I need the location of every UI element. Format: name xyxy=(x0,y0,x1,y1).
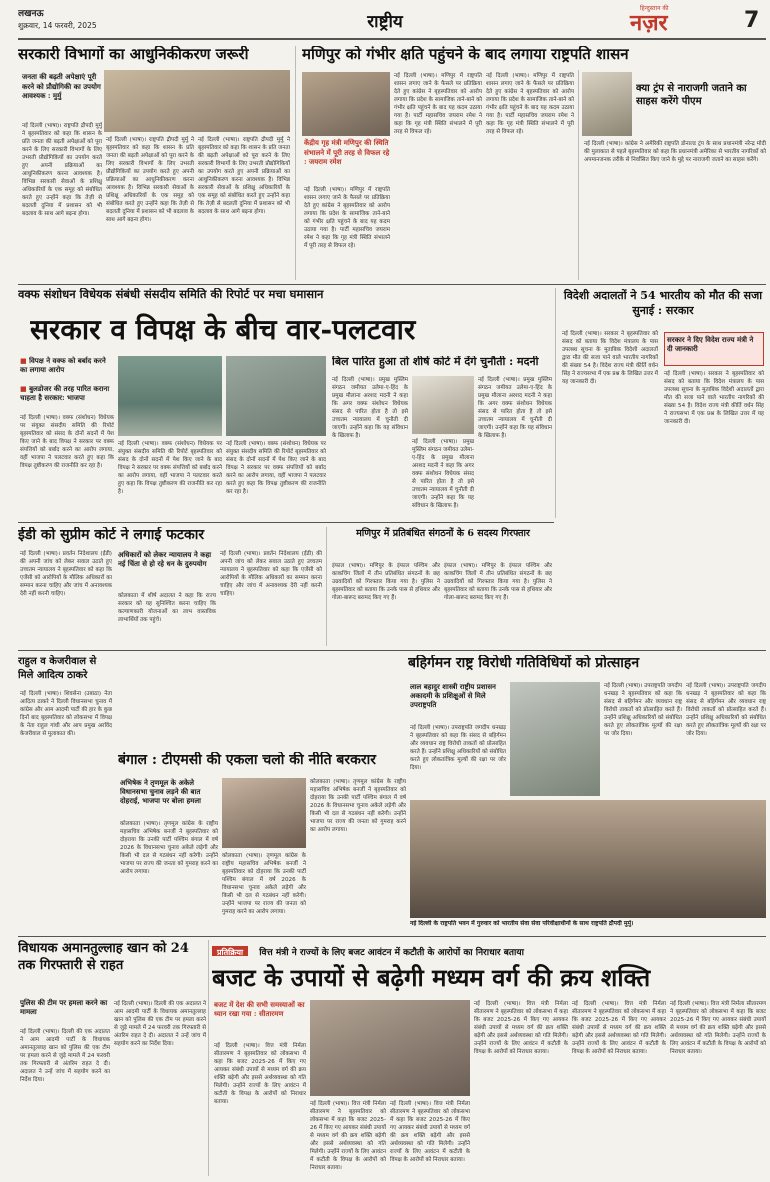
parliament-photo-2 xyxy=(226,356,326,436)
story10-body: नई दिल्ली (भाषा)। दिल्ली की एक अदालत ने आम आदमी पार्टी के विधायक अमानतुल्लाह खान को पुलिस की एक टीम पर हमला करने से जुड़े मामले में 24 फरवरी तक गिरफ्तारी से अंतरिम राहत दे दी। अदालत ने उन्हें जांच में सहयोग करने का निर्देश दिया। xyxy=(20,1029,110,1083)
brand-name: नज़र xyxy=(630,10,668,36)
story11-body: नई दिल्ली (भाषा)। वित्त मंत्री निर्मला सीतारमण ने बृहस्पतिवार को लोकसभा में कहा कि बजट 2025-26 में किए गए आयकर संबंधी उपायों से मध्यम वर्ग की क्रय शक्ति बढ़ेगी और इससे अर्थव्यवस्था को गति मिलेगी। उन्होंने राज्यों के लिए आवंटन में कटौती के विपक्ष के आरोपों को निराधार बताया। xyxy=(214,1043,306,1105)
story1-subhead: जनता की बढ़ती अपेक्षाएं पूरी करने को प्रौद्योगिकी का उपयोग आवश्यक : मुर्मु xyxy=(22,72,101,100)
section-rule xyxy=(18,522,554,523)
story8-headline: राहुल व केजरीवाल से मिले आदित्य ठाकरे xyxy=(18,656,97,681)
story3-headline: क्या ट्रंप से नाराजगी जताने का साहस करेंगे पीएम xyxy=(636,83,747,107)
story6-body-col2: इंफाल (भाषा)। मणिपुर के इंफाल पश्चिम और काकचिंग जिलों में तीन प्रतिबंधित संगठनों के छह उग्रवादियों को गिरफ्तार किया गया है। पुलिस ने बृहस्पतिवार को बताया कि उनके पास से हथियार और गोला-बारूद बरामद किए गए हैं। xyxy=(444,563,552,601)
story7-body-col3: नई दिल्ली (भाषा)। उपराष्ट्रपति जगदीप धनखड़ ने बृहस्पतिवार को कहा कि संसद से बहिर्गमन और व्यवधान राष्ट्र विरोधी ताकतों को प्रोत्साहित करते हैं। उन्होंने प्रशिक्षु अधिकारियों को संबोधित करते हुए लोकतांत्रिक मूल्यों की रक्षा पर जोर दिया। xyxy=(604,683,682,737)
story8-body: नई दिल्ली (भाषा)। शिवसेना (उबाठा) नेता आदित्य ठाकरे ने दिल्ली विधानसभा चुनाव में कांग्रेस और आम आदमी पार्टी की हार के कुछ दिनों बाद बृहस्पतिवार को लोकसभा में विपक्ष के नेता राहुल गांधी और आप प्रमुख अरविंद केजरीवाल से मुलाकात की। xyxy=(20,691,112,737)
story2-subhead: केंद्रीय गृह मंत्री मणिपुर की स्थिति संभालने में पूरी तरह से विफल रहे : जयराम रमेश xyxy=(304,138,390,166)
masthead-rule xyxy=(18,38,766,40)
story11-headline: बजट के उपायों से बढ़ेगी मध्यम वर्ग की क्रय शक्ति xyxy=(212,963,651,992)
story11-body-col4: नई दिल्ली (भाषा)। वित्त मंत्री निर्मला सीतारमण ने बृहस्पतिवार को लोकसभा में कहा कि बजट 2025-26 में किए गए आयकर संबंधी उपायों से मध्यम वर्ग की क्रय शक्ति बढ़ेगी और इससे अर्थव्यवस्था को गति मिलेगी। उन्होंने राज्यों के लिए आवंटन में कटौती के विपक्ष के आरोपों को निराधार बताया। xyxy=(474,1001,568,1055)
banner-headline: सरकार व विपक्ष के बीच वार-पलटवार xyxy=(30,313,416,346)
issue-date: शुक्रवार, 14 फरवरी, 2025 xyxy=(18,21,97,30)
madni-photo xyxy=(412,376,474,434)
jairam-ramesh-photo xyxy=(302,72,390,136)
story9-headline: बंगाल : टीएमसी की एकला चलो की नीति बरकरार xyxy=(118,752,376,768)
story7-body-col4: नई दिल्ली (भाषा)। उपराष्ट्रपति जगदीप धनखड़ ने बृहस्पतिवार को कहा कि संसद से बहिर्गमन और व्यवधान राष्ट्र विरोधी ताकतों को प्रोत्साहित करते हैं। उन्होंने प्रशिक्षु अधिकारियों को संबोधित करते हुए लोकतांत्रिक मूल्यों की रक्षा पर जोर दिया। xyxy=(686,683,766,737)
story2-body: नई दिल्ली (भाषा)। मणिपुर में राष्ट्रपति शासन लगाए जाने के फैसले पर प्रतिक्रिया देते हुए कांग्रेस ने बृहस्पतिवार को आरोप लगाया कि प्रदेश के सामाजिक ताने-बाने को गंभीर क्षति पहुंचने के बाद यह कदम उठाया गया है। पार्टी महासचिव जयराम रमेश ने कहा कि गृह मंत्री स्थिति संभालने में पूरी तरह से विफल रहे। xyxy=(304,187,390,249)
city-name: लखनऊ xyxy=(18,9,44,19)
story7-subhead: लाल बहादुर शास्त्री राष्ट्रीय प्रशासन अकादमी के प्रशिक्षुओं से मिले उपराष्ट्रपति xyxy=(410,682,496,709)
banner-kicker: वक्फ संशोधन विधेयक संबंधी संसदीय समिति की रिपोर्ट पर मचा घमासान xyxy=(18,288,324,301)
banner-bullet-1: ■ विपक्ष ने वक्फ को बर्बाद करने का लगाया आरोप xyxy=(20,356,114,382)
column-divider xyxy=(326,527,327,646)
story2-body-col2: नई दिल्ली (भाषा)। मणिपुर में राष्ट्रपति शासन लगाए जाने के फैसले पर प्रतिक्रिया देते हुए कांग्रेस ने बृहस्पतिवार को आरोप लगाया कि प्रदेश के सामाजिक ताने-बाने को गंभीर क्षति पहुंचने के बाद यह कदम उठाया गया है। पार्टी महासचिव जयराम रमेश ने कहा कि गृह मंत्री स्थिति संभालने में पूरी तरह से विफल रहे। xyxy=(394,73,482,135)
story11-kicker-label: प्रतिक्रिया xyxy=(212,946,248,956)
section-title: राष्ट्रीय xyxy=(367,12,403,32)
story4-body-col2: नई दिल्ली (भाषा)। सरकार ने बृहस्पतिवार को संसद को बताया कि विदेश मंत्रालय के पास उपलब्ध सूचना के मुताबिक विदेशी अदालतों द्वारा मौत की सजा पाने वाले भारतीय नागरिकों की संख्या 54 है। विदेश राज्य मंत्री कीर्ति वर्धन सिंह ने राज्यसभा में एक प्रश्न के लिखित उत्तर में यह जानकारी दी। xyxy=(664,371,764,425)
story9-body-col2: कोलकाता (भाषा)। तृणमूल कांग्रेस के राष्ट्रीय महासचिव अभिषेक बनर्जी ने बृहस्पतिवार को दोहराया कि उनकी पार्टी पश्चिम बंगाल में वर्ष 2026 के विधानसभा चुनाव अकेले लड़ेगी और किसी भी दल से गठबंधन नहीं करेगी। उन्होंने भाजपा पर राज्य की जनता को गुमराह करने का आरोप लगाया। xyxy=(222,853,306,915)
page-number: 7 xyxy=(744,8,760,33)
column-divider xyxy=(295,46,296,280)
madni-body: नई दिल्ली (भाषा)। प्रमुख मुस्लिम संगठन जमीयत उलेमा-ए-हिंद के प्रमुख मौलाना अरशद मदनी ने कहा कि अगर वक्फ संशोधन विधेयक संसद से पारित होता है तो इसे उच्चतम न्यायालय में चुनौती दी जाएगी। उन्होंने कहा कि यह संविधान के खिलाफ है। xyxy=(332,377,408,439)
story11-body-col3: नई दिल्ली (भाषा)। वित्त मंत्री निर्मला सीतारमण ने बृहस्पतिवार को लोकसभा में कहा कि बजट 2025-26 में किए गए आयकर संबंधी उपायों से मध्यम वर्ग की क्रय शक्ति बढ़ेगी और इससे अर्थव्यवस्था को गति मिलेगी। उन्होंने राज्यों के लिए आवंटन में कटौती के विपक्ष के आरोपों को निराधार बताया। xyxy=(390,1101,470,1163)
story11-subhead: बजट में देश की सभी समस्याओं का ध्यान रखा गया : सीतारमण xyxy=(214,1000,305,1018)
story10-headline: विधायक अमानतुल्लाह खान को 24 तक गिरफ्तारी से राहत xyxy=(18,941,189,973)
story2-headline: मणिपुर को गंभीर क्षति पहुंचने के बाद लगाया राष्ट्रपति शासन xyxy=(302,46,629,63)
story3-body: नई दिल्ली (भाषा)। कांग्रेस ने अमेरिकी राष्ट्रपति डोनाल्ड ट्रंप के साथ प्रधानमंत्री नरेन्द्र मोदी की मुलाकात से पहले बृहस्पतिवार को कहा कि प्रधानमंत्री अमेरिका से भारतीय नागरिकों को अपमानजनक तरीके से निर्वासित किए जाने के मुद्दे पर नाराजगी जताने का साहस करेंगे। xyxy=(584,141,766,163)
story9-body-col3: कोलकाता (भाषा)। तृणमूल कांग्रेस के राष्ट्रीय महासचिव अभिषेक बनर्जी ने बृहस्पतिवार को दोहराया कि उनकी पार्टी पश्चिम बंगाल में वर्ष 2026 के विधानसभा चुनाव अकेले लड़ेगी और किसी भी दल से गठबंधन नहीं करेगी। उन्होंने भाजपा पर राज्य की जनता को गुमराह करने का आरोप लगाया। xyxy=(310,779,406,833)
madni-headline: बिल पारित हुआ तो शीर्ष कोर्ट में देंगे चुनौती : मदनी xyxy=(332,356,539,368)
story11-body-col6: नई दिल्ली (भाषा)। वित्त मंत्री निर्मला सीतारमण ने बृहस्पतिवार को लोकसभा में कहा कि बजट 2025-26 में किए गए आयकर संबंधी उपायों से मध्यम वर्ग की क्रय शक्ति बढ़ेगी और इससे अर्थव्यवस्था को गति मिलेगी। उन्होंने राज्यों के लिए आवंटन में कटौती के विपक्ष के आरोपों को निराधार बताया। xyxy=(670,1001,766,1055)
banner-body: नई दिल्ली (भाषा)। वक्फ (संशोधन) विधेयक पर संयुक्त संसदीय समिति की रिपोर्ट बृहस्पतिवार को संसद के दोनों सदनों में पेश किए जाने के बाद विपक्ष ने सरकार पर वक्फ संपत्तियों को बर्बाद करने का आरोप लगाया, वहीं भाजपा ने पलटवार करते हुए कहा कि विपक्ष तुष्टीकरण की राजनीति कर रहा है। xyxy=(20,415,114,469)
story6-headline: मणिपुर में प्रतिबंधित संगठनों के 6 सदस्य गिरफ्तार xyxy=(356,528,530,539)
story10-body-col2: नई दिल्ली (भाषा)। दिल्ली की एक अदालत ने आम आदमी पार्टी के विधायक अमानतुल्लाह खान को पुलिस की एक टीम पर हमला करने से जुड़े मामले में 24 फरवरी तक गिरफ्तारी से अंतरिम राहत दे दी। अदालत ने उन्हें जांच में सहयोग करने का निर्देश दिया। xyxy=(114,1001,206,1047)
story11-body-col5: नई दिल्ली (भाषा)। वित्त मंत्री निर्मला सीतारमण ने बृहस्पतिवार को लोकसभा में कहा कि बजट 2025-26 में किए गए आयकर संबंधी उपायों से मध्यम वर्ग की क्रय शक्ति बढ़ेगी और इससे अर्थव्यवस्था को गति मिलेगी। उन्होंने राज्यों के लिए आवंटन में कटौती के विपक्ष के आरोपों को निराधार बताया। xyxy=(572,1001,666,1055)
masthead-left xyxy=(18,8,198,36)
story2-body-col3: नई दिल्ली (भाषा)। मणिपुर में राष्ट्रपति शासन लगाए जाने के फैसले पर प्रतिक्रिया देते हुए कांग्रेस ने बृहस्पतिवार को आरोप लगाया कि प्रदेश के सामाजिक ताने-बाने को गंभीर क्षति पहुंचने के बाद यह कदम उठाया गया है। पार्टी महासचिव जयराम रमेश ने कहा कि गृह मंत्री स्थिति संभालने में पूरी तरह से विफल रहे। xyxy=(486,73,574,135)
story4-sidebox: सरकार ने दिए विदेश राज्य मंत्री ने दी जानकारी xyxy=(664,332,764,366)
banner-bullet-2: ■ बुलडोजर की तरह पारित कराना चाहता है सरकार: भाजपा xyxy=(20,384,114,410)
column-divider xyxy=(555,288,556,518)
story1-body: नई दिल्ली (भाषा)। राष्ट्रपति द्रौपदी मुर्मु ने बृहस्पतिवार को कहा कि शासन के प्रति जनता की बढ़ती अपेक्षाओं को पूरा करने के लिए सरकारी विभागों के लिए उभरती प्रौद्योगिकियों का उपयोग करते हुए अपनी प्रक्रियाओं का आधुनिकीकरण करना आवश्यक है। विभिन्न सरकारी सेवाओं के प्रशिक्षु अधिकारियों के एक समूह को संबोधित करते हुए उन्होंने कहा कि तेज़ी से बदलती दुनिया में प्रशासन को भी बदलाव के साथ आगे बढ़ना होगा। xyxy=(22,123,102,217)
banner-body-col3: नई दिल्ली (भाषा)। वक्फ (संशोधन) विधेयक पर संयुक्त संसदीय समिति की रिपोर्ट बृहस्पतिवार को संसद के दोनों सदनों में पेश किए जाने के बाद विपक्ष ने सरकार पर वक्फ संपत्तियों को बर्बाद करने का आरोप लगाया, वहीं भाजपा ने पलटवार करते हुए कहा कि विपक्ष तुष्टीकरण की राजनीति कर रहा है। xyxy=(226,441,326,495)
group-photo-caption: नई दिल्ली के राष्ट्रपति भवन में गुरुवार को भारतीय सेवा सेवा परिवीक्षाधीनों के साथ राष्ट्रपति द्रौपदी मुर्मु। xyxy=(410,920,634,927)
story4-body: नई दिल्ली (भाषा)। सरकार ने बृहस्पतिवार को संसद को बताया कि विदेश मंत्रालय के पास उपलब्ध सूचना के मुताबिक विदेशी अदालतों द्वारा मौत की सजा पाने वाले भारतीय नागरिकों की संख्या 54 है। विदेश राज्य मंत्री कीर्ति वर्धन सिंह ने राज्यसभा में एक प्रश्न के लिखित उत्तर में यह जानकारी दी। xyxy=(562,331,658,385)
story9-subhead: अभिषेक ने तृणमूल के अकेले विधानसभा चुनाव लड़ने की बात दोहराई, भाजपा पर बोला हमला xyxy=(120,778,201,805)
brand-small-text: हिन्दुस्तान की xyxy=(640,5,669,12)
story11-kicker: वित्त मंत्री ने राज्यों के लिए बजट आवंटन में कटौती के आरोपों का निराधार बताया xyxy=(259,948,524,956)
story11-body-col2: नई दिल्ली (भाषा)। वित्त मंत्री निर्मला सीतारमण ने बृहस्पतिवार को लोकसभा में कहा कि बजट 2025-26 में किए गए आयकर संबंधी उपायों से मध्यम वर्ग की क्रय शक्ति बढ़ेगी और इससे अर्थव्यवस्था को गति मिलेगी। उन्होंने राज्यों के लिए आवंटन में कटौती के विपक्ष के आरोपों को निराधार बताया। xyxy=(310,1101,386,1171)
parliament-photo xyxy=(118,356,222,436)
section-rule xyxy=(18,284,766,285)
story6-body: इंफाल (भाषा)। मणिपुर के इंफाल पश्चिम और काकचिंग जिलों में तीन प्रतिबंधित संगठनों के छह उग्रवादियों को गिरफ्तार किया गया है। पुलिस ने बृहस्पतिवार को बताया कि उनके पास से हथियार और गोला-बारूद बरामद किए गए हैं। xyxy=(332,563,440,601)
story4-headline: विदेशी अदालतों ने 54 भारतीय को मौत की सजा सुनाई : सरकार xyxy=(563,289,763,317)
story5-box-subhead: अधिकारों को लेकर न्यायालय ने कहा नई चिंता से हो रहे धन के दुरुपयोग xyxy=(118,550,212,568)
president-photo xyxy=(104,70,290,132)
section-rule xyxy=(18,650,766,651)
story9-body: कोलकाता (भाषा)। तृणमूल कांग्रेस के राष्ट्रीय महासचिव अभिषेक बनर्जी ने बृहस्पतिवार को दोहराया कि उनकी पार्टी पश्चिम बंगाल में वर्ष 2026 के विधानसभा चुनाव अकेले लड़ेगी और किसी भी दल से गठबंधन नहीं करेगी। उन्होंने भाजपा पर राज्य की जनता को गुमराह करने का आरोप लगाया। xyxy=(120,821,218,875)
story7-headline: बहिर्गमन राष्ट्र विरोधी गतिविधियों को प्रोत्साहन xyxy=(408,655,640,671)
brand-logo xyxy=(600,4,740,38)
banner-body-col2: नई दिल्ली (भाषा)। वक्फ (संशोधन) विधेयक पर संयुक्त संसदीय समिति की रिपोर्ट बृहस्पतिवार को संसद के दोनों सदनों में पेश किए जाने के बाद विपक्ष ने सरकार पर वक्फ संपत्तियों को बर्बाद करने का आरोप लगाया, वहीं भाजपा ने पलटवार करते हुए कहा कि विपक्ष तुष्टीकरण की राजनीति कर रहा है। xyxy=(118,441,222,495)
story1-body-col3: नई दिल्ली (भाषा)। राष्ट्रपति द्रौपदी मुर्मु ने बृहस्पतिवार को कहा कि शासन के प्रति जनता की बढ़ती अपेक्षाओं को पूरा करने के लिए सरकारी विभागों के लिए उभरती प्रौद्योगिकियों का उपयोग करते हुए अपनी प्रक्रियाओं का आधुनिकीकरण करना आवश्यक है। विभिन्न सरकारी सेवाओं के प्रशिक्षु अधिकारियों के एक समूह को संबोधित करते हुए उन्होंने कहा कि तेज़ी से बदलती दुनिया में प्रशासन को भी बदलाव के साथ आगे बढ़ना होगा। xyxy=(198,137,290,215)
madni-body-col2: नई दिल्ली (भाषा)। प्रमुख मुस्लिम संगठन जमीयत उलेमा-ए-हिंद के प्रमुख मौलाना अरशद मदनी ने कहा कि अगर वक्फ संशोधन विधेयक संसद से पारित होता है तो इसे उच्चतम न्यायालय में चुनौती दी जाएगी। उन्होंने कहा कि यह संविधान के खिलाफ है। xyxy=(412,439,474,509)
story5-box-body: कोलकाता में शीर्ष अदालत ने कहा कि राज्य सरकार को यह सुनिश्चित करना चाहिए कि कल्याणकारी योजनाओं का लाभ वास्तविक लाभार्थियों तक पहुंचे। xyxy=(118,593,216,623)
story1-body-col2: नई दिल्ली (भाषा)। राष्ट्रपति द्रौपदी मुर्मु ने बृहस्पतिवार को कहा कि शासन के प्रति जनता की बढ़ती अपेक्षाओं को पूरा करने के लिए सरकारी विभागों के लिए उभरती प्रौद्योगिकियों का उपयोग करते हुए अपनी प्रक्रियाओं का आधुनिकीकरण करना आवश्यक है। विभिन्न सरकारी सेवाओं के प्रशिक्षु अधिकारियों के एक समूह को संबोधित करते हुए उन्होंने कहा कि तेज़ी से बदलती दुनिया में प्रशासन को भी बदलाव के साथ आगे बढ़ना होगा। xyxy=(106,137,194,223)
column-divider xyxy=(578,70,579,280)
document-photo xyxy=(582,72,632,136)
madni-body-col3: नई दिल्ली (भाषा)। प्रमुख मुस्लिम संगठन जमीयत उलेमा-ए-हिंद के प्रमुख मौलाना अरशद मदनी ने कहा कि अगर वक्फ संशोधन विधेयक संसद से पारित होता है तो इसे उच्चतम न्यायालय में चुनौती दी जाएगी। उन्होंने कहा कि यह संविधान के खिलाफ है। xyxy=(478,377,552,439)
story7-body: नई दिल्ली (भाषा)। उपराष्ट्रपति जगदीप धनखड़ ने बृहस्पतिवार को कहा कि संसद से बहिर्गमन और व्यवधान राष्ट्र विरोधी ताकतों को प्रोत्साहित करते हैं। उन्होंने प्रशिक्षु अधिकारियों को संबोधित करते हुए लोकतांत्रिक मूल्यों की रक्षा पर जोर दिया। xyxy=(410,725,506,771)
story5-body: नई दिल्ली (भाषा)। प्रवर्तन निदेशालय (ईडी) की अपनी जांच को लेकर सवाल उठाते हुए उच्चतम न्यायालय ने बृहस्पतिवार को कहा कि एजेंसी को आरोपियों के मौलिक अधिकारों का सम्मान करना चाहिए और जांच में अनावश्यक देरी नहीं करनी चाहिए। xyxy=(20,551,112,597)
story10-subhead: पुलिस की टीम पर हमला करने का मामला xyxy=(20,998,108,1016)
story5-headline: ईडी को सुप्रीम कोर्ट ने लगाई फटकार xyxy=(18,527,205,543)
story5-body-col3: नई दिल्ली (भाषा)। प्रवर्तन निदेशालय (ईडी) की अपनी जांच को लेकर सवाल उठाते हुए उच्चतम न्यायालय ने बृहस्पतिवार को कहा कि एजेंसी को आरोपियों के मौलिक अधिकारों का सम्मान करना चाहिए और जांच में अनावश्यक देरी नहीं करनी चाहिए। xyxy=(220,551,322,597)
story1-headline: सरकारी विभागों का आधुनिकीकरण जरूरी xyxy=(18,46,249,63)
